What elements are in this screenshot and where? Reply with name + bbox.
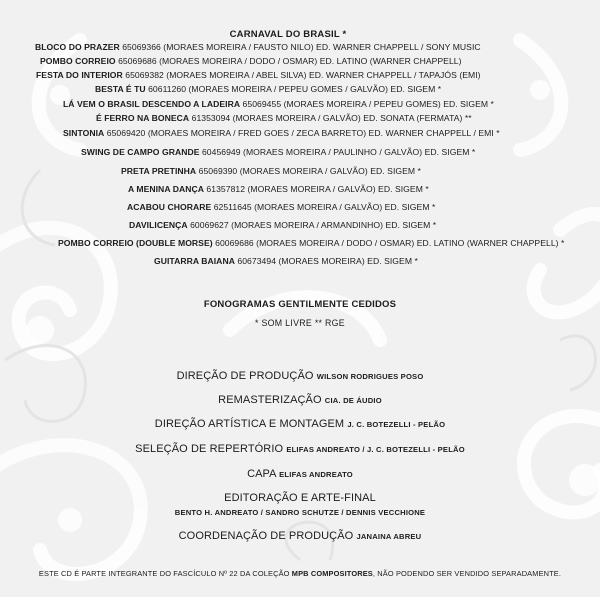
track-title: GUITARRA BAIANA	[154, 256, 235, 266]
track-title: POMBO CORREIO	[40, 56, 116, 66]
track-details: 62511645 (MORAES MOREIRA / GALVÃO) ED. SIGEM *	[211, 202, 436, 212]
track-title: PRETA PRETINHA	[121, 166, 197, 176]
track-title: A MENINA DANÇA	[128, 184, 204, 194]
track-details: 65069455 (MORAES MOREIRA / PEPEU GOMES) ED. SIGEM *	[240, 99, 494, 109]
track-item	[128, 184, 429, 194]
track-item	[58, 238, 564, 248]
track-details: 60069686 (MORAES MOREIRA / DODO / OSMAR) ED. LATINO (WARNER CHAPPELL) *	[212, 238, 565, 248]
track-details: 60611260 (MORAES MOREIRA / PEPEU GOMES / GALVÃO) ED. SIGEM *	[145, 84, 442, 94]
track-item	[81, 147, 475, 157]
track-item	[95, 84, 441, 94]
credit-role: REMASTERIZAÇÃO	[218, 394, 322, 406]
credit-production-direction	[0, 370, 600, 382]
credit-role: DIREÇÃO DE PRODUÇÃO	[176, 370, 314, 382]
footer-prefix: ESTE CD É PARTE INTEGRANTE DO FASCÍCULO Nº 22 DA COLEÇÃO	[38, 569, 292, 578]
credit-role: COORDENAÇÃO DE PRODUÇÃO	[178, 530, 354, 542]
phonograms-notes: * SOM LIVRE ** RGE	[255, 318, 345, 328]
track-item	[121, 166, 421, 176]
credit-editing-names: BENTO H. ANDREATO / SANDRO SCHUTZE / DENNIS VECCHIONE	[174, 508, 426, 517]
track-details: 65069390 (MORAES MOREIRA / GALVÃO) ED. SIGEM *	[196, 166, 421, 176]
track-title: BLOCO DO PRAZER	[35, 42, 120, 52]
track-details: 65069420 (MORAES MOREIRA / FRED GOES / ZECA BARRETO) ED. WARNER CHAPPELL / EMI *	[104, 128, 500, 138]
credit-name: ELIFAS ANDREATO	[279, 470, 353, 479]
track-item	[35, 42, 481, 52]
track-title: LÁ VEM O BRASIL DESCENDO A LADEIRA	[63, 99, 241, 109]
track-title: SINTONIA	[63, 128, 105, 138]
credit-editing	[0, 492, 600, 504]
track-title: BESTA É TU	[95, 84, 146, 94]
track-details: 61353094 (MORAES MOREIRA / GALVÃO) ED. SONATA (FERMATA) **	[189, 113, 472, 123]
track-item	[40, 56, 462, 66]
footer-collection: MPB COMPOSITORES	[291, 569, 373, 578]
credit-name: WILSON RODRIGUES POSO	[316, 372, 424, 381]
track-item	[36, 70, 481, 80]
credit-repertoire	[0, 443, 600, 455]
footer-notice	[0, 569, 600, 578]
track-item	[154, 256, 418, 266]
section-title: CARNAVAL DO BRASIL *	[229, 29, 347, 40]
track-details: 60673494 (MORAES MOREIRA) ED. SIGEM *	[234, 256, 418, 266]
credit-name: CIA. DE ÁUDIO	[324, 396, 382, 405]
phonograms-title: FONOGRAMAS GENTILMENTE CEDIDOS	[203, 299, 397, 310]
credit-coordination	[0, 530, 600, 542]
track-details: 60456949 (MORAES MOREIRA / PAULINHO / GALVÃO) ED. SIGEM *	[199, 147, 476, 157]
track-item	[96, 113, 472, 123]
track-item	[63, 99, 494, 109]
track-item	[129, 220, 436, 230]
track-item	[127, 202, 435, 212]
track-details: 65069686 (MORAES MOREIRA / DODO / OSMAR) ED. LATINO (WARNER CHAPPELL)	[115, 56, 462, 66]
credit-role: DIREÇÃO ARTÍSTICA E MONTAGEM	[154, 418, 345, 430]
track-title: DAVILICENÇA	[129, 220, 188, 230]
track-title: POMBO CORREIO (DOUBLE MORSE)	[58, 238, 213, 248]
track-details: 65069366 (MORAES MOREIRA / FAUSTO NILO) ED. WARNER CHAPPELL / SONY MUSIC	[119, 42, 481, 52]
credit-role: SELEÇÃO DE REPERTÓRIO	[135, 443, 284, 455]
track-title: É FERRO NA BONECA	[96, 113, 190, 123]
credit-cover	[0, 468, 600, 480]
track-item	[63, 128, 500, 138]
track-details: 60069627 (MORAES MOREIRA / ARMANDINHO) ED. SIGEM *	[187, 220, 437, 230]
credit-artistic-direction	[0, 418, 600, 430]
track-details: 61357812 (MORAES MOREIRA / GALVÃO) ED. SIGEM *	[203, 184, 429, 194]
track-details: 65069382 (MORAES MOREIRA / ABEL SILVA) ED. WARNER CHAPPELL / TAPAJÓS (EMI)	[122, 70, 481, 80]
credit-name: JANAINA ABREU	[356, 532, 422, 541]
credit-remastering	[0, 394, 600, 406]
track-title: ACABOU CHORARE	[127, 202, 212, 212]
track-title: FESTA DO INTERIOR	[36, 70, 123, 80]
track-title: SWING DE CAMPO GRANDE	[81, 147, 200, 157]
footer-suffix: , NÃO PODENDO SER VENDIDO SEPARADAMENTE.	[372, 569, 562, 578]
credit-role: EDITORAÇÃO E ARTE-FINAL	[224, 492, 376, 504]
credit-name: ELIFAS ANDREATO / J. C. BOTEZELLI - PELÃO	[286, 445, 465, 454]
credit-name: J. C. BOTEZELLI - PELÃO	[347, 420, 446, 429]
credit-role: CAPA	[247, 468, 277, 480]
